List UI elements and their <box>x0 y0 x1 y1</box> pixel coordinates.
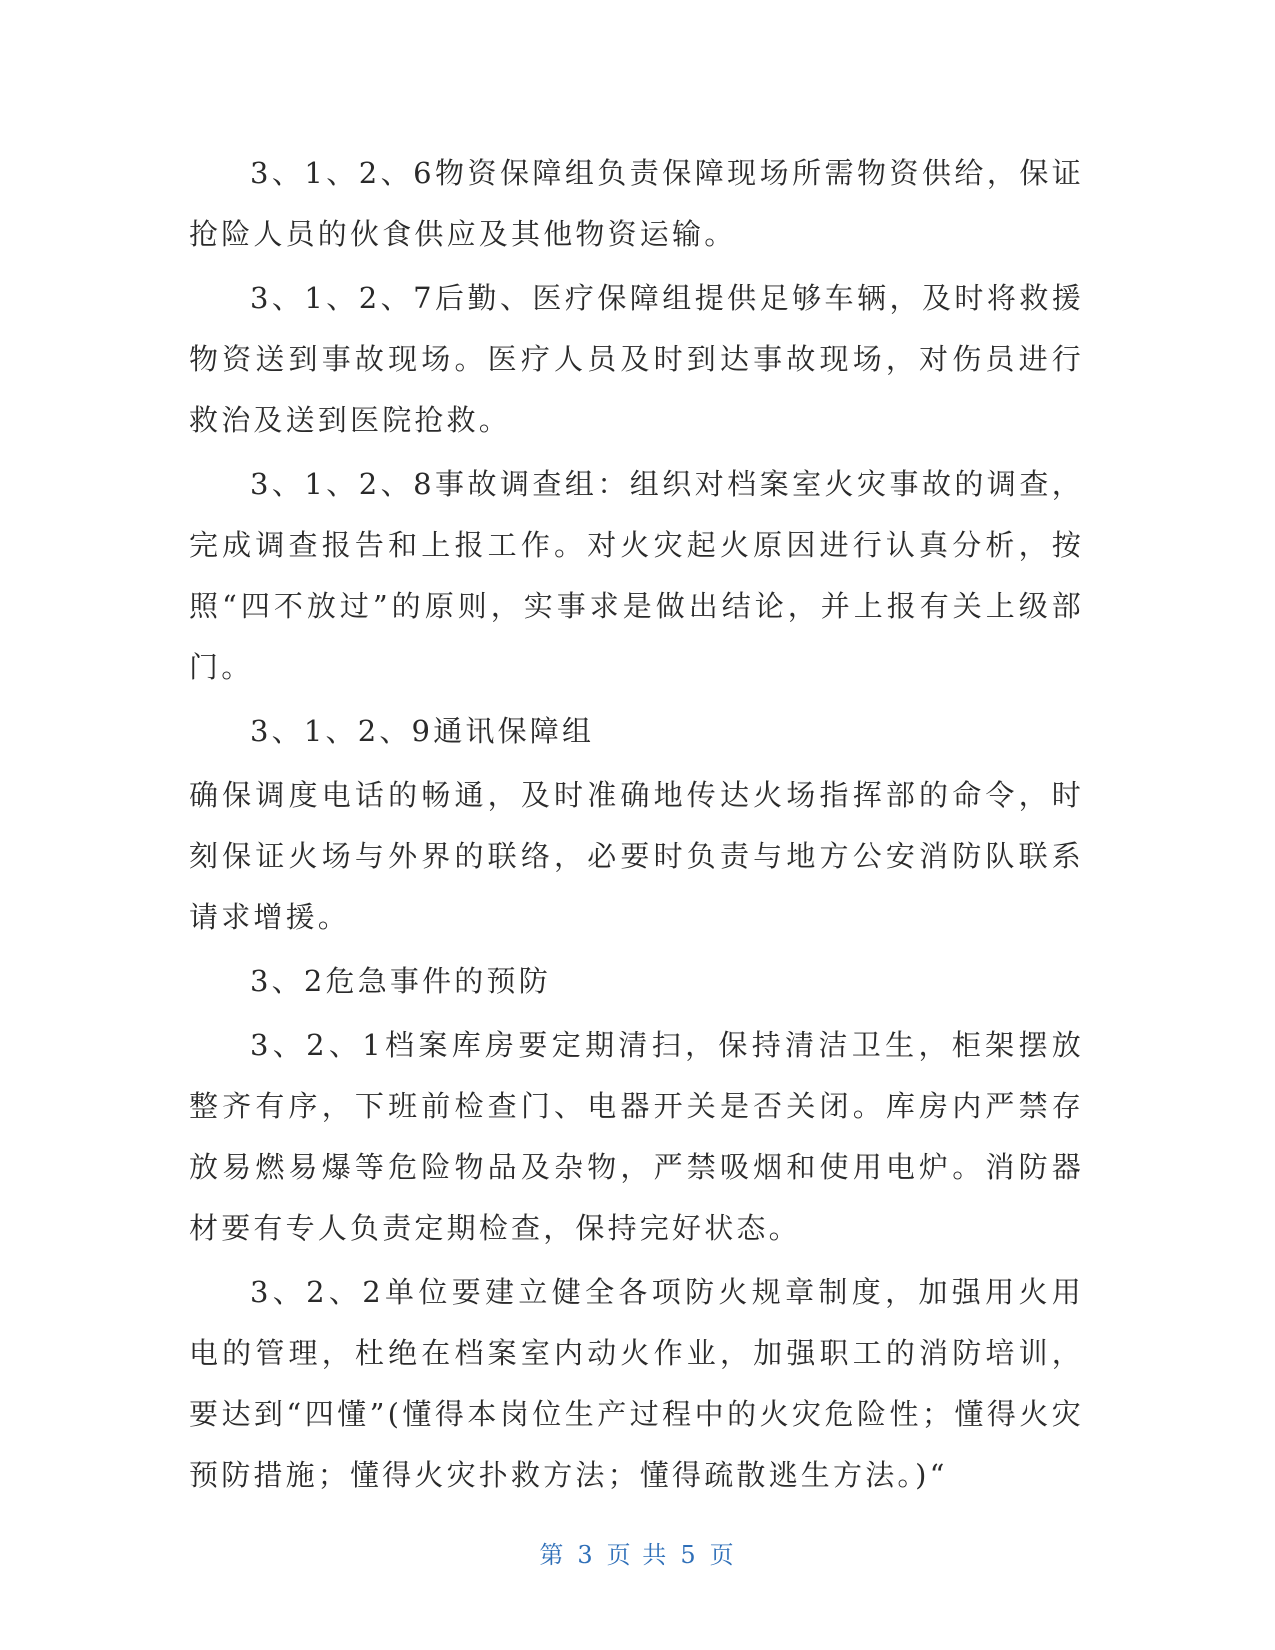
document-body <box>189 143 1084 1509</box>
paragraph-communication-body: 确保调度电话的畅通，及时准确地传达火场指挥部的命令，时刻保证火场与外界的联络，必要时负责与地方公安消防队联系请求增援。 <box>189 778 1084 934</box>
paragraph-fire-regulations: 3、2、2单位要建立健全各项防火规章制度，加强用火用电的管理，杜绝在档案室内动火作业，加强职工的消防培训，要达到“四懂”(懂得本岗位生产过程中的火灾危险性；懂得火灾预防措施；懂得火灾扑救方法；懂得疏散逃生方法。)“ <box>189 1275 1084 1492</box>
paragraph-accident-investigation: 3、1、2、8事故调查组：组织对档案室火灾事故的调查，完成调查报告和上报工作。对火灾起火原因进行认真分析，按照“四不放过”的原则，实事求是做出结论，并上报有关上级部门。 <box>189 467 1084 684</box>
footer-total-pages: 5 <box>680 1541 698 1569</box>
footer-mid: 页 共 <box>606 1541 669 1569</box>
footer-prefix: 第 <box>539 1541 566 1569</box>
section-heading-prevention: 3、2危急事件的预防 <box>250 964 551 998</box>
page-footer <box>0 1535 1275 1570</box>
paragraph-communication-heading: 3、1、2、9通讯保障组 <box>250 714 595 748</box>
footer-current-page: 3 <box>577 1541 595 1569</box>
paragraph-logistics-medical: 3、1、2、7后勤、医疗保障组提供足够车辆，及时将救援物资送到事故现场。医疗人员及时到达事故现场，对伤员进行救治及送到医院抢救。 <box>189 281 1084 437</box>
footer-suffix: 页 <box>709 1541 736 1569</box>
paragraph-material-support: 3、1、2、6物资保障组负责保障现场所需物资供给，保证抢险人员的伙食供应及其他物资运输。 <box>189 156 1084 251</box>
paragraph-archive-storage: 3、2、1档案库房要定期清扫，保持清洁卫生，柜架摆放整齐有序，下班前检查门、电器开关是否关闭。库房内严禁存放易燃易爆等危险物品及杂物，严禁吸烟和使用电炉。消防器材要有专人负责定期检查，保持完好状态。 <box>189 1028 1084 1245</box>
